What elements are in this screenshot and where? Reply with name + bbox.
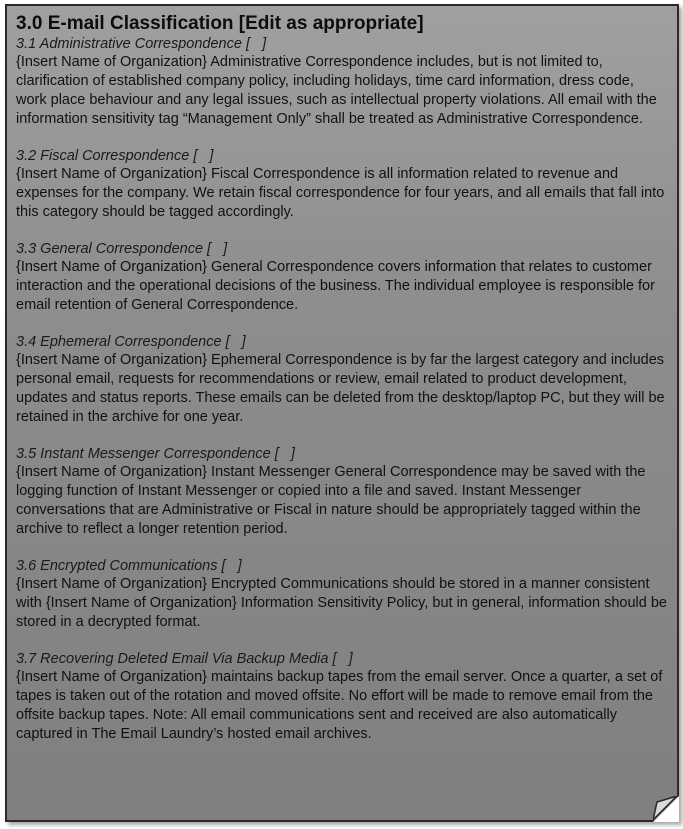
section-ephemeral <box>16 333 668 427</box>
section-heading: 3.6 Encrypted Communications [ ] <box>16 558 242 574</box>
page-curl-icon <box>653 796 677 820</box>
document-title: 3.0 E-mail Classification [Edit as appropriate] <box>16 13 424 34</box>
section-body: {Insert Name of Organization} Fiscal Correspondence is all information related to revenue and expenses for the company. We retain fiscal correspondence for four years, and all emails that fall into this category should be tagged accordingly. <box>16 166 665 220</box>
section-body: {Insert Name of Organization} maintains backup tapes from the email server. Once a quarter, a set of tapes is taken out of the rotation and moved offsite. No effort will be made to remove email from the offsite backup tapes. Note: All email communications sent and received are also automatically captured in The Email Laundry’s hosted email archives. <box>16 669 663 742</box>
section-body: {Insert Name of Organization} Administrative Correspondence includes, but is not limited to, clarification of established company policy, including holidays, time card information, dress code, work place behaviour and any legal issues, such as intellectual property violations. All email with the information sensitivity tag “Management Only” shall be treated as Administrative Correspondence. <box>16 54 657 127</box>
section-heading: 3.2 Fiscal Correspondence [ ] <box>16 148 214 164</box>
section-body: {Insert Name of Organization} General Correspondence covers information that relates to customer interaction and the operational decisions of the business. The individual employee is responsible for email retention of General Correspondence. <box>16 259 655 313</box>
section-backup-recovery <box>16 650 668 744</box>
section-general <box>16 240 668 315</box>
section-administrative <box>16 35 668 129</box>
section-heading: 3.1 Administrative Correspondence [ ] <box>16 36 267 52</box>
document-page <box>5 4 679 822</box>
section-body: {Insert Name of Organization} Ephemeral Correspondence is by far the largest category and includes personal email, requests for recommendations or review, email related to product development, updates and status reports. These emails can be deleted from the desktop/laptop PC, but they will be retained in the archive for one year. <box>16 352 665 425</box>
section-body: {Insert Name of Organization} Instant Messenger General Correspondence may be saved with the logging function of Instant Messenger or copied into a file and saved. Instant Messenger conversations that are Administrative or Fiscal in nature should be appropriately tagged within the archive to reflect a longer retention period. <box>16 464 646 537</box>
section-heading: 3.3 General Correspondence [ ] <box>16 241 228 257</box>
section-encrypted <box>16 557 668 632</box>
section-heading: 3.5 Instant Messenger Correspondence [ ] <box>16 446 295 462</box>
section-heading: 3.7 Recovering Deleted Email Via Backup Media [ ] <box>16 651 353 667</box>
section-body: {Insert Name of Organization} Encrypted Communications should be stored in a manner consistent with {Insert Name of Organization} Information Sensitivity Policy, but in general, information should be stored in a decrypted format. <box>16 576 667 630</box>
document-content <box>16 13 668 762</box>
section-instant-messenger <box>16 445 668 539</box>
section-heading: 3.4 Ephemeral Correspondence [ ] <box>16 334 246 350</box>
section-fiscal <box>16 147 668 222</box>
